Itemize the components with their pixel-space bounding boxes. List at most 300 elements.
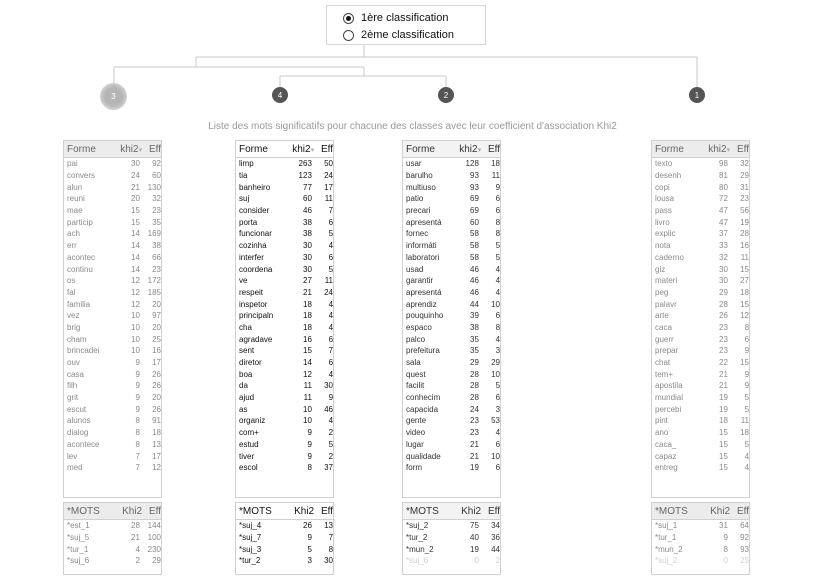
khi2-cell: 28: [470, 369, 479, 379]
khi2-cell: 58: [470, 229, 479, 239]
table-row[interactable]: [236, 380, 333, 392]
khi2-cell: 98: [719, 159, 728, 169]
eff-cell: 20: [152, 322, 161, 332]
eff-cell: 8: [495, 322, 500, 332]
eff-cell: 5: [328, 264, 333, 274]
table-row[interactable]: [403, 287, 500, 299]
khi2-cell: 8: [135, 439, 140, 449]
eff-cell: 92: [740, 533, 749, 543]
eff-cell: 50: [324, 159, 333, 169]
table-row[interactable]: [652, 532, 749, 544]
word-cell: acontece: [67, 439, 100, 449]
table-row[interactable]: [236, 357, 333, 369]
eff-cell: 6: [495, 463, 500, 473]
khi2-cell: 18: [719, 416, 728, 426]
table-row[interactable]: [652, 439, 749, 451]
table-row[interactable]: [236, 205, 333, 217]
mots-table-header: [236, 503, 333, 520]
table-row[interactable]: [652, 392, 749, 404]
eff-cell: 6: [744, 334, 749, 344]
table-row[interactable]: [403, 240, 500, 252]
table-row[interactable]: [236, 543, 333, 555]
khi2-cell: 21: [719, 369, 728, 379]
table-row[interactable]: [64, 368, 161, 380]
word-cell: fornec: [406, 229, 429, 239]
word-cell: principaln: [239, 311, 274, 321]
table-row[interactable]: [64, 333, 161, 345]
table-row[interactable]: [64, 322, 161, 334]
table-body: [236, 158, 333, 474]
table-row[interactable]: [64, 158, 161, 170]
table-row[interactable]: [64, 427, 161, 439]
eff-cell: 6: [495, 194, 500, 204]
khi2-cell: 19: [470, 544, 479, 554]
khi2-column-header[interactable]: [284, 506, 316, 517]
khi2-cell: 46: [470, 287, 479, 297]
table-row[interactable]: [64, 181, 161, 193]
class-3-word-table: [63, 140, 162, 498]
khi2-cell: 14: [303, 358, 312, 368]
word-cell: alunos: [67, 416, 91, 426]
table-row[interactable]: [403, 403, 500, 415]
table-row[interactable]: [236, 333, 333, 345]
word-cell: suj: [239, 194, 250, 204]
table-row[interactable]: [403, 357, 500, 369]
table-row[interactable]: [403, 228, 500, 240]
word-cell: multiuso: [406, 182, 436, 192]
eff-cell: 18: [740, 287, 749, 297]
khi2-cell: 72: [719, 194, 728, 204]
table-row[interactable]: [236, 263, 333, 275]
table-row[interactable]: [403, 158, 500, 170]
word-cell: escut: [67, 404, 87, 414]
table-header: [64, 141, 161, 158]
eff-cell: 7: [328, 346, 333, 356]
khi2-cell: 21: [470, 439, 479, 449]
table-row[interactable]: [652, 275, 749, 287]
eff-cell: 30: [324, 381, 333, 391]
word-cell: garantir: [406, 276, 434, 286]
table-row[interactable]: [652, 298, 749, 310]
khi2-cell: 30: [303, 264, 312, 274]
table-row[interactable]: [403, 333, 500, 345]
table-row[interactable]: [652, 287, 749, 299]
table-row[interactable]: [64, 216, 161, 228]
table-row[interactable]: [64, 228, 161, 240]
table-row[interactable]: [236, 368, 333, 380]
khi2-cell: 10: [303, 404, 312, 414]
word-cell: desenh: [655, 171, 682, 181]
class-node-2[interactable]: [438, 87, 454, 103]
table-row[interactable]: [236, 439, 333, 451]
khi2-cell: 18: [303, 299, 312, 309]
eff-cell: 3: [495, 404, 500, 414]
class-node-3[interactable]: [100, 83, 127, 110]
table-row[interactable]: [64, 439, 161, 451]
khi2-cell: 4: [135, 544, 140, 554]
word-cell: mae: [67, 206, 83, 216]
word-cell: form: [406, 463, 422, 473]
table-row[interactable]: [64, 520, 161, 532]
khi2-cell: 14: [131, 252, 140, 262]
eff-cell: 4: [328, 369, 333, 379]
table-row[interactable]: [64, 275, 161, 287]
eff-cell: 44: [491, 544, 500, 554]
table-row[interactable]: [403, 345, 500, 357]
eff-cell: 11: [740, 416, 749, 426]
table-row[interactable]: [64, 532, 161, 544]
khi2-cell: 80: [719, 182, 728, 192]
khi2-cell: 29: [719, 287, 728, 297]
eff-cell: 11: [324, 194, 333, 204]
table-row[interactable]: [652, 450, 749, 462]
word-cell: brincadei: [67, 346, 100, 356]
table-row[interactable]: [403, 252, 500, 264]
khi2-cell: 8: [135, 416, 140, 426]
word-cell: coordena: [239, 264, 273, 274]
table-body: [64, 158, 161, 474]
table-row[interactable]: [236, 287, 333, 299]
table-row[interactable]: [236, 462, 333, 474]
eff-cell: 11: [740, 252, 749, 262]
table-row[interactable]: [403, 205, 500, 217]
eff-cell: 56: [740, 206, 749, 216]
table-row[interactable]: [652, 380, 749, 392]
class-node-4[interactable]: [272, 87, 288, 103]
khi2-column-header[interactable]: [451, 506, 483, 517]
khi2-cell: 47: [719, 206, 728, 216]
table-row[interactable]: [236, 520, 333, 532]
table-row[interactable]: [64, 287, 161, 299]
word-cell: mundial: [655, 393, 684, 403]
table-row[interactable]: [64, 357, 161, 369]
khi2-column-header[interactable]: [700, 144, 732, 155]
table-row[interactable]: [403, 181, 500, 193]
table-row[interactable]: [236, 158, 333, 170]
khi2-header-label: khi2: [708, 143, 727, 155]
table-row[interactable]: [652, 205, 749, 217]
table-row[interactable]: [64, 193, 161, 205]
khi2-cell: 22: [719, 358, 728, 368]
eff-cell: 100: [147, 533, 161, 543]
khi2-column-header[interactable]: [112, 144, 144, 155]
eff-column-header: Eff: [148, 505, 161, 517]
eff-column-header: Eff: [736, 143, 749, 155]
khi2-cell: 60: [303, 194, 312, 204]
table-row[interactable]: [403, 368, 500, 380]
table-row[interactable]: [64, 555, 161, 567]
khi2-cell: 14: [131, 264, 140, 274]
word-cell: peg: [655, 287, 669, 297]
eff-cell: 9: [328, 393, 333, 403]
eff-cell: 93: [740, 544, 749, 554]
table-row[interactable]: [236, 415, 333, 427]
table-row[interactable]: [403, 427, 500, 439]
table-row[interactable]: [403, 532, 500, 544]
khi2-cell: 12: [131, 276, 140, 286]
word-cell: *suj_1: [655, 521, 678, 531]
table-row[interactable]: [236, 240, 333, 252]
word-cell: alun: [67, 182, 83, 192]
table-row[interactable]: [64, 450, 161, 462]
eff-cell: 6: [495, 206, 500, 216]
khi2-cell: 30: [303, 241, 312, 251]
table-row[interactable]: [652, 193, 749, 205]
eff-cell: 7: [328, 533, 333, 543]
table-row[interactable]: [236, 170, 333, 182]
table-row[interactable]: [652, 415, 749, 427]
table-row[interactable]: [236, 322, 333, 334]
word-cell: espaco: [406, 322, 432, 332]
table-row[interactable]: [64, 462, 161, 474]
khi2-cell: 15: [131, 206, 140, 216]
eff-cell: 19: [740, 217, 749, 227]
word-cell: nota: [655, 241, 671, 251]
table-row[interactable]: [236, 427, 333, 439]
eff-cell: 31: [740, 182, 749, 192]
word-cell: lugar: [406, 439, 424, 449]
eff-cell: 6: [328, 334, 333, 344]
word-cell: filh: [67, 381, 78, 391]
table-row[interactable]: [64, 380, 161, 392]
eff-cell: 5: [744, 439, 749, 449]
table-body: [652, 158, 749, 474]
word-cell: organiz: [239, 416, 266, 426]
khi2-column-header[interactable]: [700, 506, 732, 517]
table-row[interactable]: [64, 415, 161, 427]
khi2-cell: 128: [465, 159, 479, 169]
khi2-header-label: Khi2: [122, 505, 143, 517]
table-row[interactable]: [403, 216, 500, 228]
table-row[interactable]: [64, 392, 161, 404]
mots-column-header: *MOTS: [239, 505, 272, 517]
eff-column-header: Eff: [487, 143, 500, 155]
table-row[interactable]: [403, 520, 500, 532]
khi2-cell: 20: [131, 194, 140, 204]
word-cell: prefeitura: [406, 346, 440, 356]
table-row[interactable]: [236, 310, 333, 322]
khi2-cell: 58: [470, 241, 479, 251]
word-cell: os: [67, 276, 76, 286]
table-row[interactable]: [652, 357, 749, 369]
table-row[interactable]: [236, 275, 333, 287]
eff-column-header: Eff: [148, 143, 161, 155]
khi2-cell: 9: [307, 533, 312, 543]
word-cell: cham: [67, 334, 87, 344]
eff-cell: 29: [740, 171, 749, 181]
table-row[interactable]: [652, 310, 749, 322]
eff-cell: 17: [152, 358, 161, 368]
khi2-cell: 15: [719, 428, 728, 438]
table-row[interactable]: [652, 263, 749, 275]
khi2-cell: 18: [303, 311, 312, 321]
table-row[interactable]: [652, 181, 749, 193]
eff-cell: 130: [147, 182, 161, 192]
table-row[interactable]: [236, 298, 333, 310]
khi2-header-label: khi2: [459, 143, 478, 155]
khi2-cell: 14: [131, 241, 140, 251]
table-row[interactable]: [652, 427, 749, 439]
eff-cell: 5: [744, 404, 749, 414]
table-row[interactable]: [403, 543, 500, 555]
eff-cell: 15: [740, 358, 749, 368]
eff-cell: 15: [740, 299, 749, 309]
word-cell: precari: [406, 206, 431, 216]
eff-cell: 10: [491, 451, 500, 461]
word-cell: dialog: [67, 428, 89, 438]
eff-column-header: Eff: [320, 143, 333, 155]
khi2-cell: 32: [719, 252, 728, 262]
eff-cell: 29: [491, 358, 500, 368]
table-row[interactable]: [64, 170, 161, 182]
table-row[interactable]: [64, 345, 161, 357]
table-row[interactable]: [652, 543, 749, 555]
table-row[interactable]: [236, 450, 333, 462]
word-cell: lousa: [655, 194, 675, 204]
word-cell: reuni: [67, 194, 85, 204]
table-row[interactable]: [652, 403, 749, 415]
word-cell: casa: [67, 369, 84, 379]
eff-cell: 4: [744, 451, 749, 461]
word-cell: fal: [67, 287, 76, 297]
table-row[interactable]: [64, 310, 161, 322]
eff-cell: 20: [152, 393, 161, 403]
eff-cell: 15: [740, 264, 749, 274]
eff-cell: 24: [324, 171, 333, 181]
eff-cell: 60: [152, 171, 161, 181]
eff-cell: 5: [328, 229, 333, 239]
table-row[interactable]: [64, 240, 161, 252]
forme-column-header: Forme: [406, 143, 435, 155]
table-row[interactable]: [652, 345, 749, 357]
table-row[interactable]: [652, 368, 749, 380]
table-row[interactable]: [652, 333, 749, 345]
table-row[interactable]: [236, 403, 333, 415]
table-row[interactable]: [403, 380, 500, 392]
khi2-cell: 21: [131, 533, 140, 543]
eff-cell: 4: [495, 334, 500, 344]
khi2-column-header[interactable]: [112, 506, 144, 517]
table-row[interactable]: [652, 252, 749, 264]
eff-cell: 4: [328, 241, 333, 251]
table-row[interactable]: [652, 462, 749, 474]
table-row[interactable]: [236, 193, 333, 205]
table-row[interactable]: [236, 228, 333, 240]
eff-cell: 6: [495, 311, 500, 321]
word-cell: brig: [67, 322, 81, 332]
word-cell: capacida: [406, 404, 439, 414]
radio-label-1: 1ère classification: [361, 12, 449, 24]
word-cell: pouquinho: [406, 311, 444, 321]
table-row[interactable]: [236, 532, 333, 544]
eff-cell: 8: [495, 229, 500, 239]
word-cell: laboratori: [406, 252, 440, 262]
table-row[interactable]: [236, 252, 333, 264]
word-cell: patio: [406, 194, 424, 204]
table-row[interactable]: [64, 252, 161, 264]
khi2-column-header[interactable]: [284, 144, 316, 155]
tables-subtitle: Liste des mots significatifs pour chacune des classes avec leur coefficient d'association Khi2: [208, 121, 617, 132]
eff-cell: 32: [152, 194, 161, 204]
word-cell: porta: [239, 217, 258, 227]
khi2-column-header[interactable]: [451, 144, 483, 155]
khi2-cell: 28: [470, 381, 479, 391]
khi2-cell: 23: [719, 322, 728, 332]
word-cell: barulho: [406, 171, 433, 181]
table-row[interactable]: [403, 462, 500, 474]
table-row[interactable]: [652, 322, 749, 334]
table-row[interactable]: [403, 310, 500, 322]
table-row[interactable]: [403, 193, 500, 205]
word-cell: acontec: [67, 252, 96, 262]
word-cell: respeit: [239, 287, 264, 297]
khi2-cell: 23: [470, 428, 479, 438]
eff-cell: 17: [152, 451, 161, 461]
table-row[interactable]: [403, 450, 500, 462]
eff-cell: 64: [740, 521, 749, 531]
mots-table-header: [403, 503, 500, 520]
table-row[interactable]: [236, 392, 333, 404]
class-node-1[interactable]: [689, 87, 705, 103]
eff-cell: 20: [152, 299, 161, 309]
khi2-cell: 18: [303, 322, 312, 332]
table-row[interactable]: [236, 216, 333, 228]
eff-cell: 144: [147, 521, 161, 531]
table-row[interactable]: [64, 205, 161, 217]
eff-cell: 4: [328, 299, 333, 309]
word-cell: tem+: [655, 369, 674, 379]
table-row[interactable]: [64, 543, 161, 555]
table-row[interactable]: [64, 298, 161, 310]
table-row[interactable]: [652, 240, 749, 252]
table-row[interactable]: [403, 263, 500, 275]
table-row[interactable]: [403, 555, 500, 567]
table-row[interactable]: [652, 520, 749, 532]
table-header: [652, 141, 749, 158]
word-cell: consider: [239, 206, 270, 216]
table-row[interactable]: [652, 170, 749, 182]
table-row[interactable]: [403, 298, 500, 310]
table-row[interactable]: [236, 181, 333, 193]
class-4-word-table: [235, 140, 334, 498]
table-row[interactable]: [236, 555, 333, 567]
table-row[interactable]: [403, 439, 500, 451]
word-cell: ano: [655, 428, 669, 438]
table-row[interactable]: [64, 403, 161, 415]
table-row[interactable]: [652, 555, 749, 567]
table-row[interactable]: [403, 275, 500, 287]
eff-cell: 230: [147, 544, 161, 554]
khi2-cell: 47: [719, 217, 728, 227]
table-row[interactable]: [652, 216, 749, 228]
eff-cell: 4: [744, 463, 749, 473]
table-row[interactable]: [403, 322, 500, 334]
word-cell: convers: [67, 171, 96, 181]
table-row[interactable]: [652, 228, 749, 240]
eff-cell: 4: [328, 311, 333, 321]
table-row[interactable]: [64, 263, 161, 275]
table-row[interactable]: [652, 158, 749, 170]
table-row[interactable]: [403, 170, 500, 182]
word-cell: tia: [239, 171, 248, 181]
table-row[interactable]: [403, 392, 500, 404]
khi2-cell: 19: [470, 463, 479, 473]
word-cell: *suj_2: [406, 521, 429, 531]
table-row[interactable]: [403, 415, 500, 427]
khi2-cell: 10: [303, 416, 312, 426]
table-row[interactable]: [236, 345, 333, 357]
mots-table-header: [64, 503, 161, 520]
